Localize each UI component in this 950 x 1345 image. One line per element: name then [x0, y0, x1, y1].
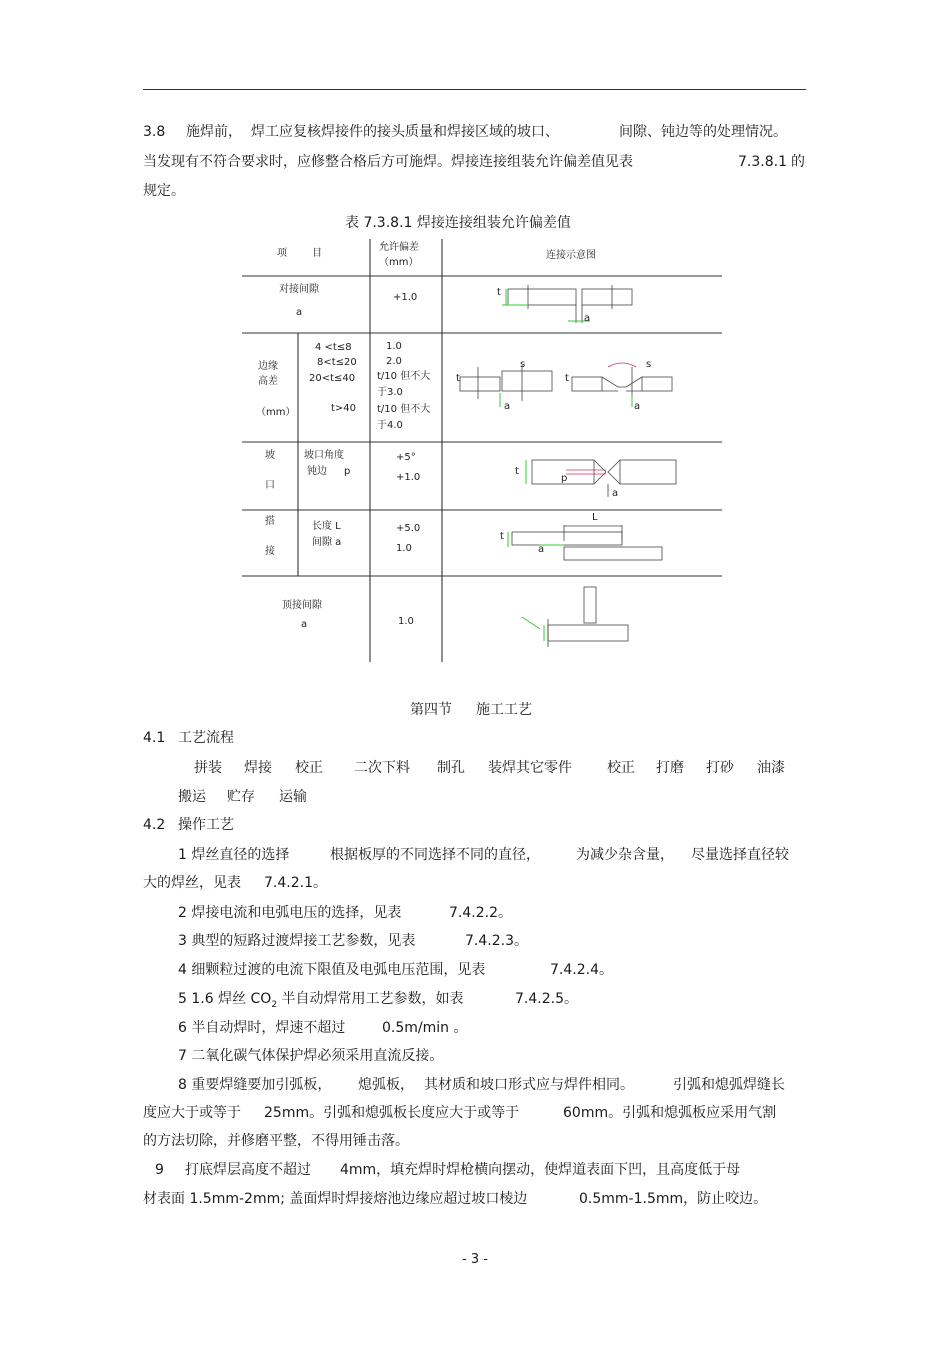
groove-diagram	[532, 460, 676, 497]
subsection-title: 操作工艺	[178, 817, 234, 833]
diagram-label: t	[497, 287, 501, 298]
row-tee-symbol: a	[301, 619, 308, 630]
para-3-8-text: 施焊前，	[186, 124, 242, 140]
flow-step: 油漆	[757, 760, 785, 776]
item-text: 的方法切除，并修磨平整，不得用锤击落。	[143, 1133, 409, 1149]
subsection-title: 工艺流程	[178, 730, 234, 746]
flow-step: 打砂	[706, 760, 734, 776]
row-edge-range: 20<t≤40	[309, 373, 356, 384]
header-rule	[143, 89, 806, 90]
diagram-label: s	[520, 359, 526, 370]
item-text	[178, 989, 464, 1015]
diagram-label: t	[565, 373, 569, 384]
diagram-label: a	[538, 544, 545, 555]
item-text: 9	[155, 1162, 164, 1178]
item-text: 3 典型的短路过渡焊接工艺参数，见表	[178, 933, 416, 949]
diagram-label: p	[561, 473, 568, 484]
item-text: 0.5mm-1.5mm，防止咬边。	[579, 1191, 768, 1207]
row-groove-sub: 坡口角度	[304, 450, 344, 461]
para-3-8-text: 的	[791, 154, 805, 170]
flow-step: 焊接	[244, 760, 272, 776]
para-3-8-text: 间隙、钝边等的处理情况。	[619, 124, 787, 140]
flow-step: 二次下料	[354, 760, 410, 776]
flow-step: 运输	[279, 789, 307, 805]
diagram-label: a	[612, 488, 619, 499]
header-diagram: 连接示意图	[546, 250, 596, 261]
row-groove-sub: p	[344, 466, 351, 477]
row-edge-tolerance: 于4.0	[377, 420, 403, 431]
row-lap-label: 搭	[265, 516, 275, 527]
header-item: 目	[312, 248, 322, 259]
row-edge-label: 边缘	[258, 361, 278, 372]
row-groove-sub: 钝边	[307, 466, 327, 477]
diagram-label: t	[456, 373, 460, 384]
item-text: 大的焊丝，见表	[143, 875, 241, 891]
flow-step: 制孔	[437, 760, 465, 776]
flow-step: 校正	[295, 760, 323, 776]
diagram-label: s	[646, 359, 652, 370]
diagram-label: a	[584, 313, 591, 324]
row-tee-label: 顶接间隙	[282, 600, 322, 611]
section-heading: 施工工艺	[476, 702, 532, 718]
row-edge-label: （mm）	[256, 407, 296, 418]
para-3-8-num: 3.8	[143, 124, 166, 140]
row-lap-sub: 间隙 a	[312, 537, 342, 548]
item-text: 熄弧板，	[358, 1077, 414, 1093]
item-text: 4mm，填充焊时焊枪横向摆动，使焊道表面下凹，且高度低于母	[340, 1162, 741, 1178]
row-lap-tolerance: +5.0	[396, 523, 421, 534]
diagram-label: t	[515, 466, 519, 477]
row-groove-label: 坡	[265, 450, 275, 461]
item-text: 尽量选择直径较	[691, 847, 789, 863]
para-3-8-text: 规定。	[143, 183, 185, 199]
item-text: 5 1.6 焊丝 CO	[178, 991, 272, 1007]
row-butt-tolerance: +1.0	[393, 292, 418, 303]
butt-joint-diagram	[508, 285, 632, 323]
row-groove-label: 口	[265, 480, 275, 491]
lap-joint-diagram	[512, 525, 662, 560]
section-heading: 第四节	[410, 702, 452, 718]
row-lap-label: 接	[265, 546, 275, 557]
diagram-label: a	[634, 401, 641, 412]
header-tolerance-unit: （mm）	[379, 257, 419, 268]
subscript: 2	[271, 999, 278, 1010]
para-3-8-text: 焊工应复核焊接件的接头质量和焊接区域的坡口、	[251, 124, 559, 140]
row-edge-tolerance: 于3.0	[377, 387, 403, 398]
header-item: 项	[277, 248, 287, 259]
item-text: 其材质和坡口形式应与焊件相同。	[424, 1077, 634, 1093]
item-text: 为减少杂含量，	[576, 847, 674, 863]
row-edge-range: 8<t≤20	[317, 357, 357, 368]
item-text: 根据板厚的不同选择不同的直径，	[330, 847, 540, 863]
row-groove-tolerance: +1.0	[396, 472, 421, 483]
item-text: 2 焊接电流和电弧电压的选择，见表	[178, 905, 402, 921]
table-reference: 7.3.8.1	[738, 154, 787, 170]
table-reference: 7.4.2.4。	[550, 962, 613, 978]
row-edge-label: 高差	[258, 376, 278, 387]
diagram-label: L	[592, 512, 598, 523]
item-text: 60mm。引弧和熄弧板应采用气割	[563, 1105, 777, 1121]
item-text: 引弧和熄弧焊缝长	[673, 1077, 785, 1093]
row-edge-tolerance: 2.0	[386, 356, 402, 367]
row-butt-label: 对接间隙	[279, 284, 319, 295]
page-number: - 3 -	[462, 1252, 488, 1267]
tee-joint-diagram	[548, 587, 628, 647]
item-text: 度应大于或等于	[143, 1105, 241, 1121]
flow-step: 拼装	[194, 760, 222, 776]
flow-step: 贮存	[227, 789, 255, 805]
table-reference: 7.4.2.5。	[515, 991, 578, 1007]
item-text: 8 重要焊缝要加引弧板，	[178, 1077, 332, 1093]
row-butt-symbol: a	[296, 307, 303, 318]
item-text: 0.5m/min 。	[382, 1020, 468, 1036]
item-text: 打底焊层高度不超过	[185, 1162, 311, 1178]
diagram-label: a	[504, 401, 511, 412]
item-text: 1 焊丝直径的选择	[178, 847, 290, 863]
table-reference: 7.4.2.2。	[449, 905, 512, 921]
flow-step: 搬运	[178, 789, 206, 805]
item-text: 25mm。引弧和熄弧板长度应大于或等于	[264, 1105, 520, 1121]
header-tolerance: 允许偏差	[379, 242, 419, 253]
row-edge-tolerance: t/10 但不大	[377, 371, 431, 382]
table-reference: 7.4.2.1。	[264, 875, 327, 891]
flow-step: 校正	[607, 760, 635, 776]
flow-step: 打磨	[656, 760, 684, 776]
item-text: 7 二氧化碳气体保护焊必须采用直流反接。	[178, 1048, 444, 1064]
table-reference: 7.4.2.3。	[465, 933, 528, 949]
row-edge-tolerance: t/10 但不大	[377, 404, 431, 415]
item-text: 6 半自动焊时，焊速不超过	[178, 1020, 346, 1036]
item-text: 材表面 1.5mm-2mm; 盖面焊时焊接熔池边缘应超过坡口棱边	[143, 1191, 528, 1207]
row-groove-tolerance: +5°	[396, 452, 416, 463]
item-text: 半自动焊常用工艺参数，如表	[277, 991, 464, 1007]
row-tee-tolerance: 1.0	[398, 616, 414, 627]
row-lap-tolerance: 1.0	[396, 543, 412, 554]
row-lap-sub: 长度 L	[312, 521, 341, 532]
subsection-number: 4.1	[143, 730, 166, 746]
para-3-8-text: 当发现有不符合要求时，应修整合格后方可施焊。焊接连接组装允许偏差值见表	[143, 154, 633, 170]
table-caption: 表 7.3.8.1 焊接连接组装允许偏差值	[345, 215, 571, 231]
diagram-label: t	[500, 531, 504, 542]
item-text: 4 细颗粒过渡的电流下限值及电弧电压范围，见表	[178, 962, 486, 978]
subsection-number: 4.2	[143, 817, 166, 833]
row-edge-tolerance: 1.0	[386, 341, 402, 352]
row-edge-range: 4 <t≤8	[315, 342, 352, 353]
row-edge-range: t>40	[331, 403, 357, 414]
flow-step: 装焊其它零件	[488, 760, 572, 776]
